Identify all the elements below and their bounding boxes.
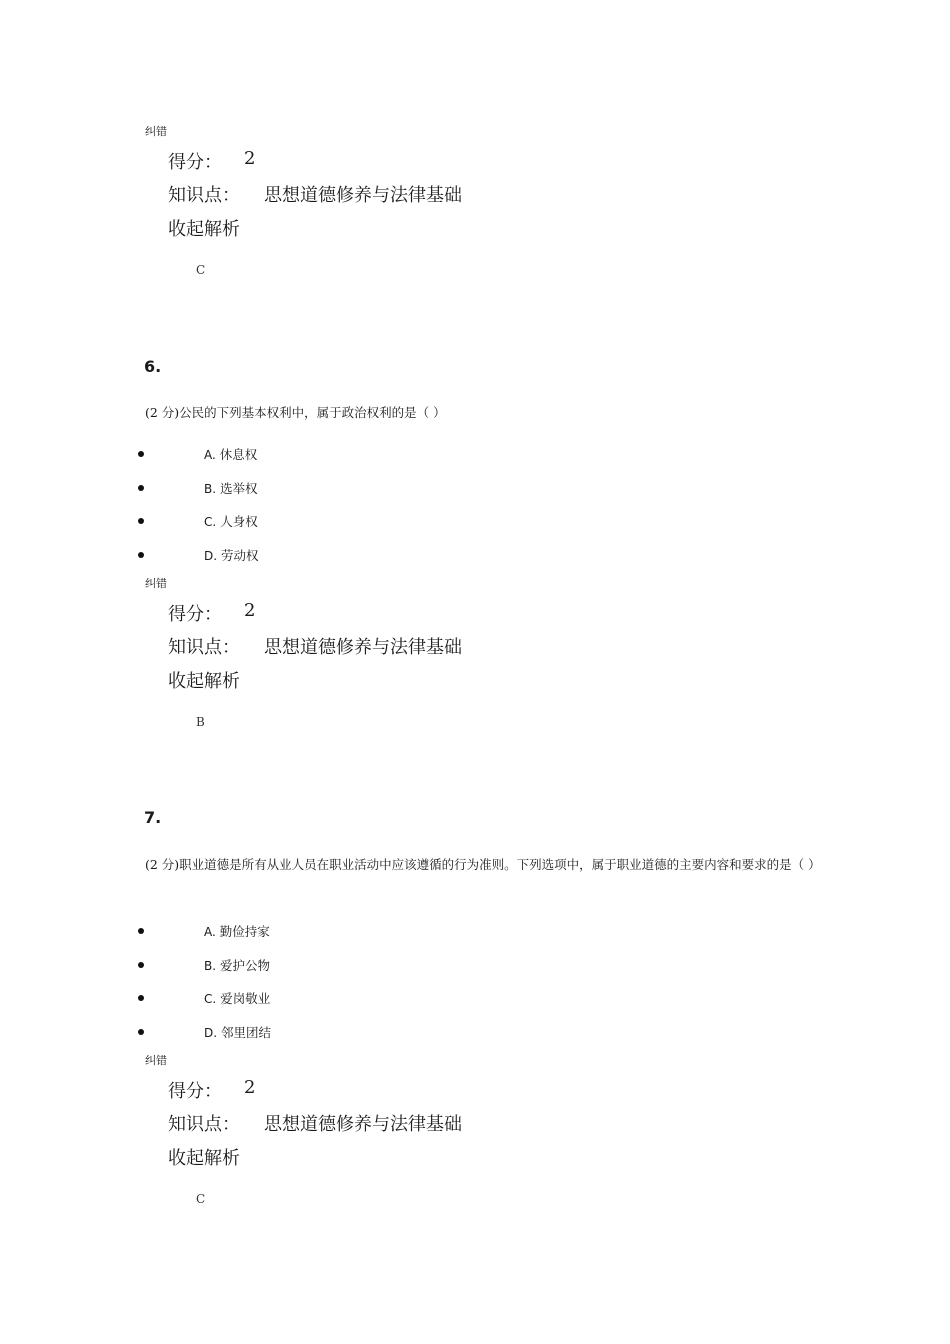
question-text: (2 分)职业道德是所有从业人员在职业活动中应该遵循的行为准则。下列选项中，属于职业道德的主要内容和要求的是（ ） — [145, 857, 821, 872]
question-number: 6. — [144, 357, 162, 376]
knowledge-row — [168, 181, 462, 207]
knowledge-label: 知识点： — [168, 185, 240, 206]
bullet-icon — [138, 552, 144, 558]
bullet-icon — [138, 928, 144, 934]
question-text: (2 分)公民的下列基本权利中，属于政治权利的是（ ） — [145, 405, 446, 420]
score-value: 2 — [244, 148, 256, 169]
option-a[interactable]: A. 休息权 — [204, 447, 258, 462]
knowledge-label: 知识点： — [168, 637, 240, 658]
question-number: 7. — [144, 808, 162, 827]
answer-text: C — [196, 263, 206, 277]
knowledge-label: 知识点： — [168, 1114, 240, 1135]
knowledge-row — [168, 633, 462, 659]
answer-text: C — [196, 1192, 206, 1206]
score-label: 得分： — [168, 1081, 222, 1102]
option-c[interactable]: C. 爱岗敬业 — [204, 991, 271, 1006]
collapse-analysis-link[interactable]: 收起解析 — [168, 1148, 240, 1169]
option-b[interactable]: B. 爱护公物 — [204, 958, 271, 973]
correction-link[interactable]: 纠错 — [145, 577, 167, 590]
correction-link[interactable]: 纠错 — [145, 1054, 167, 1067]
bullet-icon — [138, 995, 144, 1001]
bullet-icon — [138, 962, 144, 968]
score-value: 2 — [244, 600, 256, 621]
option-d[interactable]: D. 劳动权 — [204, 548, 259, 563]
bullet-icon — [138, 518, 144, 524]
option-b[interactable]: B. 选举权 — [204, 481, 258, 496]
score-label: 得分： — [168, 152, 222, 173]
knowledge-row — [168, 1110, 462, 1136]
option-d[interactable]: D. 邻里团结 — [204, 1025, 272, 1040]
score-row — [168, 600, 256, 626]
knowledge-value: 思想道德修养与法律基础 — [264, 1114, 462, 1135]
knowledge-value: 思想道德修养与法律基础 — [264, 637, 462, 658]
score-row — [168, 148, 256, 174]
knowledge-value: 思想道德修养与法律基础 — [264, 185, 462, 206]
score-row — [168, 1077, 256, 1103]
option-c[interactable]: C. 人身权 — [204, 514, 258, 529]
answer-text: B — [196, 715, 205, 729]
collapse-analysis-link[interactable]: 收起解析 — [168, 671, 240, 692]
option-a[interactable]: A. 勤俭持家 — [204, 924, 270, 939]
bullet-icon — [138, 485, 144, 491]
collapse-analysis-link[interactable]: 收起解析 — [168, 219, 240, 240]
correction-link[interactable]: 纠错 — [145, 125, 167, 138]
bullet-icon — [138, 451, 144, 457]
bullet-icon — [138, 1029, 144, 1035]
score-label: 得分： — [168, 604, 222, 625]
score-value: 2 — [244, 1077, 256, 1098]
